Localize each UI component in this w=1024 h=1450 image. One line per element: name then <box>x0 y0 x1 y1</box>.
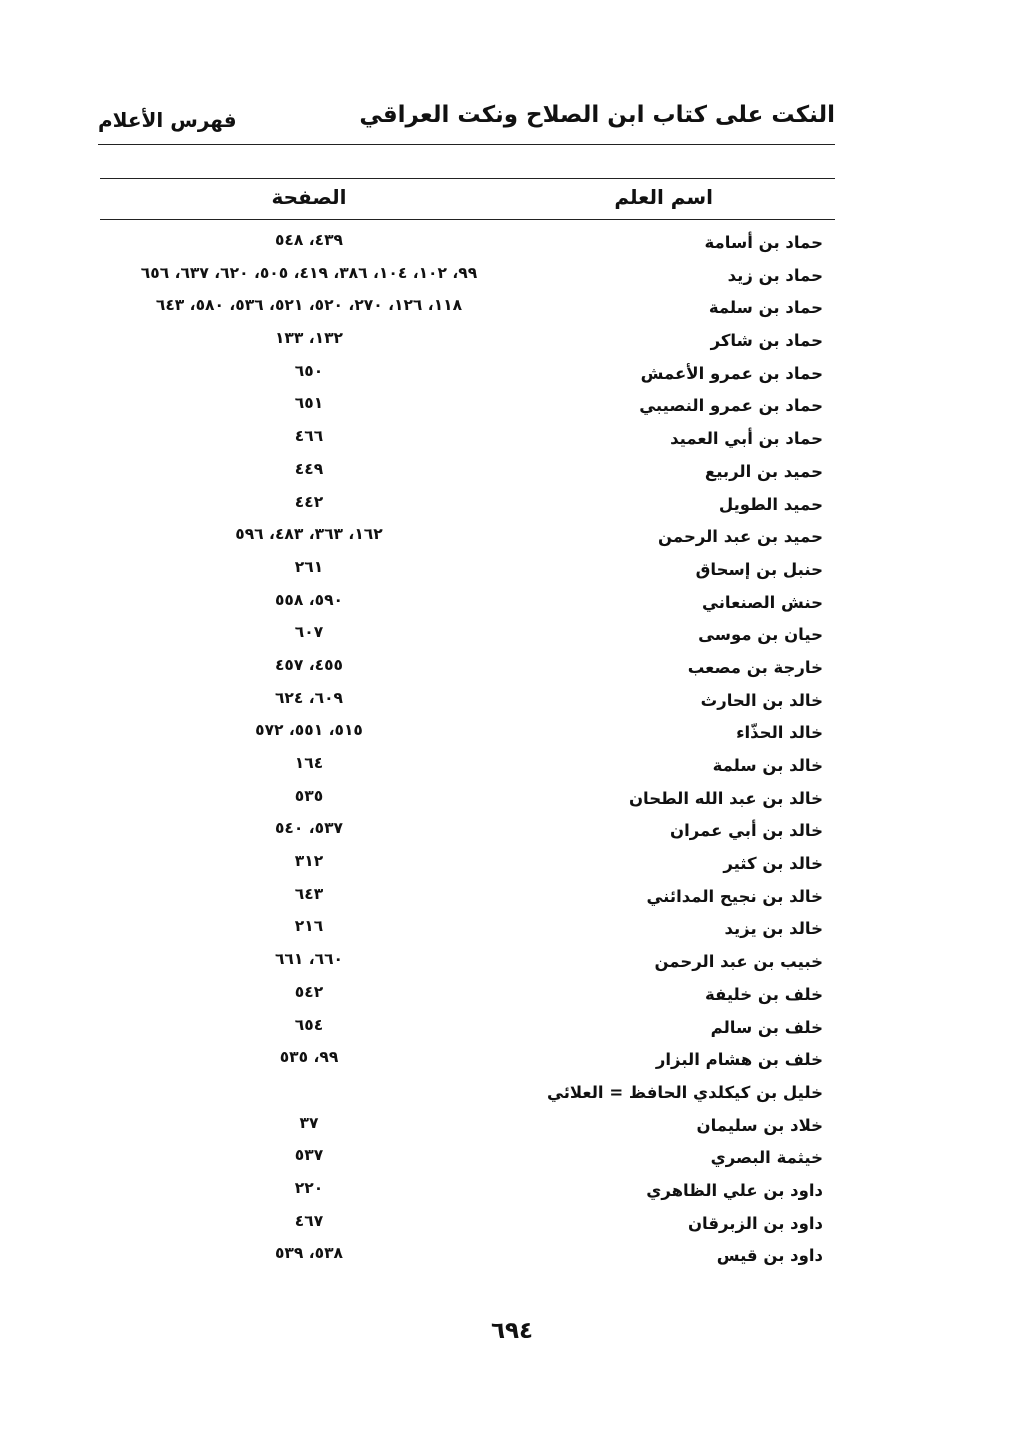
entry-name: خالد بن أبي عمران <box>670 821 823 841</box>
entry-name: خالد بن كثير <box>723 854 823 874</box>
entry-pages: ٥٣٧، ٥٤٠ <box>274 819 344 838</box>
entry-pages: ٤٤٢ <box>294 492 324 511</box>
table-row <box>100 390 835 423</box>
entry-name: خالد بن نجيح المدائني <box>646 886 823 906</box>
entry-name: حماد بن أبي العميد <box>670 429 823 449</box>
column-header-name: اسم العلم <box>614 185 713 209</box>
entry-name: خالد بن سلمة <box>712 756 823 775</box>
entry-pages: ٩٩، ١٠٢، ١٠٤، ٣٨٦، ٤١٩، ٥٠٥، ٦٢٠، ٦٣٧، ٦٥٦ <box>140 263 478 282</box>
entry-name: حميد بن عبد الرحمن <box>658 527 823 547</box>
table-row <box>100 292 835 325</box>
table-row <box>100 1077 835 1110</box>
table-row <box>100 260 835 293</box>
entry-pages: ٦٦٠، ٦٦١ <box>274 950 344 969</box>
table-row <box>100 489 835 522</box>
entry-name: خلف بن هشام البزار <box>655 1050 823 1070</box>
entry-pages: ١١٨، ١٢٦، ٢٧٠، ٥٢٠، ٥٢١، ٥٣٦، ٥٨٠، ٦٤٣ <box>155 296 463 315</box>
entry-name: خارجة بن مصعب <box>687 657 823 677</box>
table-row <box>100 685 835 718</box>
entry-name: خالد بن عبد الله الطحان <box>628 788 823 808</box>
table-row <box>100 423 835 456</box>
table-header <box>100 179 835 220</box>
entry-pages: ٦٠٧ <box>294 623 324 642</box>
entry-pages: ٦٥١ <box>294 394 324 413</box>
entry-pages: ٢٦١ <box>294 557 324 576</box>
entry-name: داود بن علي الظاهري <box>646 1180 823 1200</box>
column-header-page: الصفحة <box>271 185 347 209</box>
table-row <box>100 913 835 946</box>
entry-pages: ٥٣٧ <box>294 1146 324 1165</box>
table-row <box>100 848 835 881</box>
table-row <box>100 1208 835 1241</box>
entry-pages: ٤٣٩، ٥٤٨ <box>274 231 344 249</box>
running-header <box>98 100 835 145</box>
names-index-table <box>100 178 835 1273</box>
entry-name: داود بن الزبرقان <box>687 1213 823 1233</box>
table-row <box>100 783 835 816</box>
entry-pages: ٥٣٨، ٥٣٩ <box>274 1244 344 1263</box>
entry-name: خالد الحذّاء <box>736 723 823 743</box>
table-row <box>100 717 835 750</box>
entry-pages: ٢١٦ <box>294 917 324 936</box>
table-row <box>100 1044 835 1077</box>
table-row <box>100 456 835 489</box>
table-row <box>100 979 835 1012</box>
table-row <box>100 750 835 783</box>
entry-pages: ٦٥٠ <box>294 361 324 380</box>
entry-name: حماد بن شاكر <box>710 331 823 351</box>
book-title: النكت على كتاب ابن الصلاح ونكت العراقي <box>359 102 835 128</box>
entry-pages: ٣٧ <box>299 1113 319 1132</box>
entry-name: حنش الصنعاني <box>702 592 823 612</box>
entry-name: خلف بن سالم <box>710 1017 823 1037</box>
entry-pages: ٥٩٠، ٥٥٨ <box>274 590 344 609</box>
table-row <box>100 554 835 587</box>
entry-pages: ٥٣٥ <box>294 786 324 805</box>
entry-pages: ٩٩، ٥٣٥ <box>279 1048 339 1067</box>
table-row <box>100 1110 835 1143</box>
entry-name: حميد بن الربيع <box>704 461 823 481</box>
page-number: ٦٩٤ <box>490 1318 534 1344</box>
entry-pages: ٥٤٢ <box>294 982 324 1001</box>
entry-pages: ٦٥٤ <box>294 1015 324 1034</box>
table-row <box>100 1175 835 1208</box>
entry-pages: ١٦٢، ٣٦٣، ٤٨٣، ٥٩٦ <box>235 525 383 544</box>
entry-pages: ٢٢٠ <box>294 1178 324 1197</box>
entry-name: حماد بن عمرو الأعمش <box>640 363 823 383</box>
entry-name: حميد الطويل <box>718 494 823 514</box>
table-row <box>100 619 835 652</box>
entry-pages: ٤٤٩ <box>294 459 324 478</box>
entry-name: خالد بن الحارث <box>700 690 823 710</box>
table-row <box>100 227 835 260</box>
entry-pages: ٦٤٣ <box>294 884 324 903</box>
entry-name: خليل بن كيكلدي الحافظ = العلائي <box>547 1082 823 1102</box>
entry-pages: ٤٦٧ <box>294 1211 324 1230</box>
entry-name: خالد بن يزيد <box>724 919 823 939</box>
table-row <box>100 325 835 358</box>
entry-name: حيان بن موسى <box>698 625 823 645</box>
table-row <box>100 358 835 391</box>
entry-name: حماد بن سلمة <box>708 298 823 318</box>
entry-name: خلف بن خليفة <box>704 984 823 1004</box>
entry-pages: ٣١٢ <box>294 852 324 871</box>
table-row <box>100 1240 835 1273</box>
entry-name: خبيب بن عبد الرحمن <box>654 952 823 972</box>
entry-pages: ٥١٥، ٥٥١، ٥٧٢ <box>255 721 363 740</box>
entry-pages: ٤٦٦ <box>294 427 324 446</box>
table-row <box>100 1012 835 1045</box>
table-body <box>100 227 835 1273</box>
entry-pages: ١٦٤ <box>294 754 324 772</box>
entry-name: حماد بن عمرو النصيبي <box>639 396 823 416</box>
entry-name: حنبل بن إسحاق <box>695 559 823 579</box>
entry-name: خلاد بن سليمان <box>696 1115 823 1135</box>
entry-pages: ٦٠٩، ٦٢٤ <box>274 688 344 707</box>
entry-name: خيثمة البصري <box>710 1148 823 1168</box>
table-row <box>100 587 835 620</box>
entry-name: حماد بن زيد <box>727 265 823 285</box>
table-row <box>100 815 835 848</box>
entry-pages: ٤٥٥، ٤٥٧ <box>274 655 344 674</box>
table-row <box>100 1142 835 1175</box>
table-row <box>100 652 835 685</box>
table-row <box>100 521 835 554</box>
entry-name: حماد بن أسامة <box>704 233 823 252</box>
table-row <box>100 881 835 914</box>
table-row <box>100 946 835 979</box>
section-title: فهرس الأعلام <box>98 108 237 132</box>
entry-name: داود بن قيس <box>716 1246 823 1266</box>
entry-pages: ١٣٢، ١٣٣ <box>274 329 344 348</box>
